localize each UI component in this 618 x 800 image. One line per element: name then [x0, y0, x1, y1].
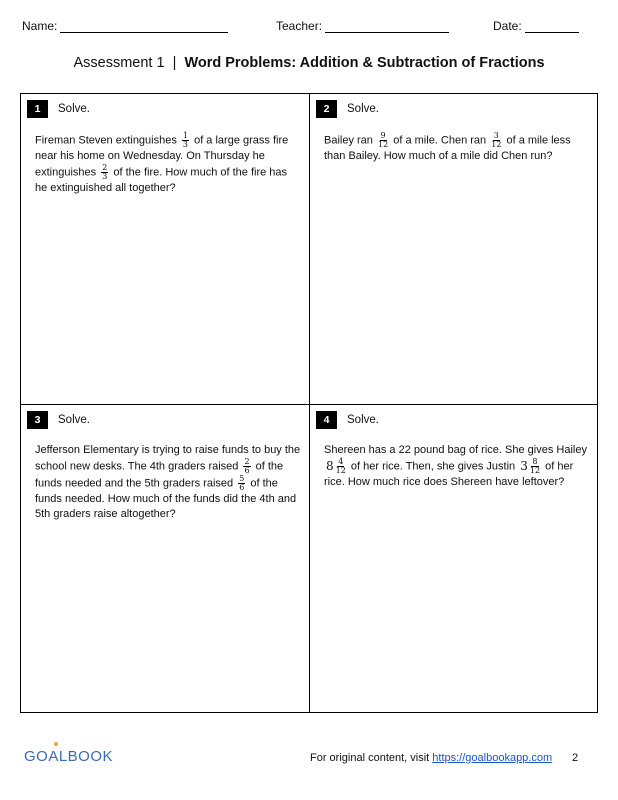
- problem-cell-3[interactable]: [21, 405, 308, 714]
- problem-text: [324, 132, 591, 164]
- numerator: 9: [380, 131, 386, 140]
- fraction: [530, 458, 540, 475]
- name-line[interactable]: [60, 20, 228, 33]
- whole-number: 3: [520, 459, 528, 473]
- footer-link[interactable]: https://goalbookapp.com: [432, 752, 553, 764]
- problem-instruction: Solve.: [347, 414, 379, 426]
- text-part: Jefferson Elementary is trying to raise funds to buy the school new desks. The 4th graders raised: [35, 444, 301, 473]
- date-line[interactable]: [525, 20, 579, 33]
- text-part: Bailey ran: [324, 134, 373, 147]
- text-part: Shereen has a 22 pound bag of rice. She gives Hailey: [324, 444, 587, 456]
- numerator: 8: [532, 457, 538, 466]
- topic-label: Word Problems: Addition & Subtraction of Fractions: [184, 55, 545, 71]
- problem-number-badge: 3: [27, 411, 48, 429]
- denominator: 3: [182, 140, 189, 149]
- problem-instruction: Solve.: [58, 103, 90, 115]
- fraction: [243, 458, 250, 475]
- text-part: of a mile. Chen ran: [393, 134, 487, 147]
- name-label: Name:: [22, 19, 58, 33]
- denominator: 3: [102, 172, 108, 181]
- goalbook-logo: [24, 748, 113, 765]
- text-part: of her rice. Then, she gives Justin: [350, 460, 516, 473]
- fraction: [101, 164, 108, 181]
- numerator: 2: [102, 163, 108, 172]
- title-separator: |: [172, 55, 177, 71]
- text-part: Fireman Steven extinguishes: [35, 134, 177, 147]
- fraction: [378, 132, 388, 149]
- teacher-line[interactable]: [325, 20, 449, 33]
- logo-text: GOALBOOK: [24, 748, 114, 765]
- numerator: 2: [244, 457, 250, 466]
- denominator: 6: [239, 483, 245, 492]
- numerator: 4: [338, 457, 344, 466]
- problem-text: [35, 132, 302, 196]
- text-part: of the fire. How much of the fire has he extinguished all together?: [35, 166, 288, 194]
- numerator: 1: [182, 131, 189, 140]
- text-part: of her rice. How much rice does Shereen have leftover?: [324, 460, 574, 488]
- denominator: 12: [377, 140, 389, 149]
- text-part: of a large grass fire near his home on Wednesday. On Thursday he extinguishes: [35, 134, 289, 179]
- problem-number-badge: 4: [316, 411, 337, 429]
- problem-text: [35, 443, 302, 522]
- problem-instruction: Solve.: [58, 414, 90, 426]
- footer-credit: [310, 752, 552, 764]
- problem-cell-1[interactable]: [21, 94, 308, 403]
- fraction: [238, 475, 245, 492]
- fraction: [491, 132, 501, 149]
- problem-number-badge: 1: [27, 100, 48, 118]
- numerator: 5: [239, 474, 245, 483]
- problem-text: [324, 443, 591, 490]
- numerator: 3: [493, 131, 499, 140]
- denominator: 12: [529, 466, 541, 475]
- footer-visit-text: For original content, visit: [310, 752, 430, 764]
- date-field[interactable]: [493, 19, 579, 33]
- logo-dot-icon: [54, 742, 58, 746]
- name-field[interactable]: [22, 19, 228, 33]
- denominator: 12: [491, 140, 502, 149]
- denominator: 6: [244, 466, 250, 475]
- text-part: of the funds needed. How much of the funds did the 4th and 5th graders raise altogether?: [35, 477, 297, 520]
- teacher-field[interactable]: [276, 19, 449, 33]
- problem-cell-2[interactable]: [310, 94, 597, 403]
- assessment-label: Assessment 1: [73, 55, 165, 71]
- page-number: 2: [572, 752, 579, 764]
- teacher-label: Teacher:: [276, 19, 323, 33]
- problem-cell-4[interactable]: [310, 405, 597, 714]
- whole-number: 8: [326, 459, 334, 473]
- problem-grid: [20, 93, 598, 713]
- problem-instruction: Solve.: [347, 103, 379, 115]
- denominator: 12: [335, 466, 346, 475]
- text-part: of the funds needed and the 5th graders raised: [35, 460, 284, 490]
- fraction: [182, 132, 189, 149]
- fraction: [336, 458, 346, 475]
- problem-number-badge: 2: [316, 100, 337, 118]
- page-title: [0, 55, 618, 71]
- text-part: of a mile less than Bailey. How much of a mile did Chen run?: [324, 134, 571, 162]
- date-label: Date:: [493, 19, 522, 33]
